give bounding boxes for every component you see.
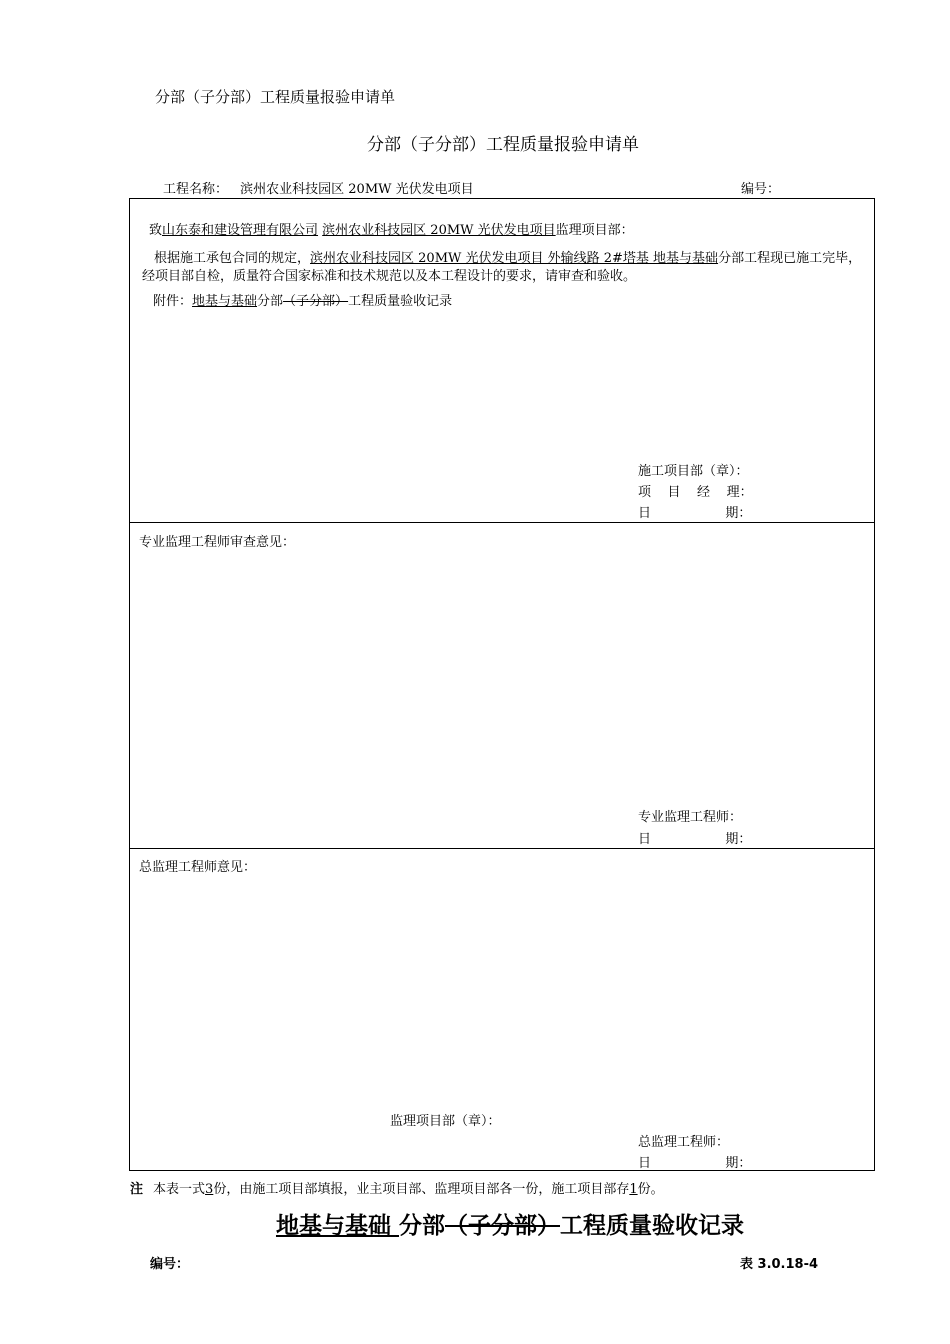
specialist-date-label: 日 期： — [638, 832, 752, 847]
addressee-company: 山东泰和建设管理有限公司 — [162, 223, 319, 238]
attachment-strike: （子分部） — [283, 294, 349, 309]
attachment-line — [153, 290, 452, 309]
project-label: 工程名称： — [163, 182, 229, 197]
record-title-end: 工程质量验收记录 — [560, 1213, 744, 1239]
attachment-end: 工程质量验收记录 — [348, 294, 453, 309]
chief-engineer-label: 总监理工程师： — [638, 1135, 730, 1150]
note-text-a: 本表一式 — [153, 1182, 206, 1197]
addressee-project: 滨州农业科技园区 20MW 光伏发电项目 — [322, 223, 556, 238]
divider — [130, 848, 874, 849]
body-project: 滨州农业科技园区 20MW 光伏发电项目 外输线路 2#塔基 地基与基础 — [310, 251, 719, 266]
application-body — [142, 250, 864, 286]
note-keep: 1 — [629, 1182, 638, 1197]
note-text-c: 份。 — [637, 1182, 664, 1197]
project-manager-label: 项 目 经 理： — [638, 485, 753, 500]
addressee-prefix: 致 — [149, 223, 163, 238]
contractor-date-label: 日 期： — [638, 506, 752, 521]
record-title-name: 地基与基础 — [275, 1213, 391, 1239]
divider — [130, 522, 874, 523]
chief-date-label: 日 期： — [638, 1156, 752, 1171]
body-suffix: 分部工程现已施工完毕，经项目部自检，质量符合国家标准和技术规范以及本工程设计的要求，请审查和验收。 — [142, 251, 862, 284]
project-name: 滨州农业科技园区 20MW 光伏发电项目 — [240, 182, 474, 197]
record-title-mid: 分部 — [399, 1213, 445, 1239]
form-table — [129, 198, 875, 1171]
contractor-seal-label: 施工项目部（章）： — [638, 464, 749, 479]
attachment-mid: 分部 — [257, 294, 284, 309]
record-number-label: 编号： — [150, 1257, 190, 1272]
record-title — [0, 1207, 950, 1240]
number-label: 编号： — [741, 182, 781, 197]
page-heading: 分部（子分部）工程质量报验申请单 — [155, 88, 396, 106]
attachment-label: 附件： — [153, 294, 193, 309]
addressee-suffix: 监理项目部： — [555, 223, 634, 238]
chief-opinion-label: 总监理工程师意见： — [139, 860, 257, 875]
attachment-name: 地基与基础 — [192, 294, 258, 309]
form-title: 分部（子分部）工程质量报验申请单 — [367, 135, 639, 155]
record-title-strike: （子分部） — [445, 1213, 560, 1239]
specialist-review-label: 专业监理工程师审查意见： — [139, 535, 296, 550]
form-note — [130, 1178, 664, 1197]
project-name-row — [163, 178, 474, 197]
note-text-b: 份，由施工项目部填报，业主项目部、监理项目部各一份，施工项目部存 — [213, 1182, 630, 1197]
addressee-line — [149, 219, 634, 238]
note-copies: 3 — [205, 1182, 214, 1197]
note-label: 注 — [130, 1182, 144, 1197]
supervision-seal-label: 监理项目部（章）： — [390, 1114, 501, 1129]
table-reference: 表 3.0.18-4 — [740, 1257, 819, 1272]
body-prefix: 根据施工承包合同的规定， — [154, 251, 311, 266]
specialist-engineer-label: 专业监理工程师： — [638, 810, 743, 825]
